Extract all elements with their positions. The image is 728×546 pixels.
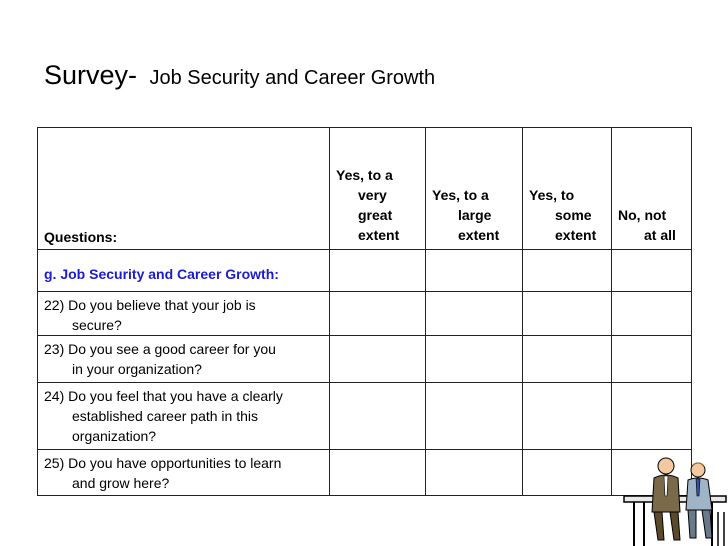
table-row [38, 336, 692, 383]
answer-cell[interactable] [426, 383, 523, 450]
header-row [38, 128, 692, 250]
question-cell [38, 450, 330, 496]
answer-cell[interactable] [330, 336, 426, 383]
answer-cell[interactable] [330, 450, 426, 496]
option-line: Yes, to a [336, 167, 393, 183]
question-line: and grow here? [72, 475, 170, 491]
question-line: 23) Do you see a good career for you [44, 341, 276, 357]
answer-cell[interactable] [612, 383, 692, 450]
question-cell [38, 292, 330, 336]
question-line: secure? [72, 317, 122, 333]
answer-cell[interactable] [426, 292, 523, 336]
title-main: Survey- [44, 60, 138, 90]
option-line: No, not [618, 207, 667, 223]
question-line: established career path in this [72, 408, 258, 424]
survey-table [37, 127, 692, 496]
option-header-large [426, 128, 523, 250]
page-title [44, 60, 435, 91]
question-cell [38, 336, 330, 383]
question-line: in your organization? [72, 361, 202, 377]
answer-cell[interactable] [426, 250, 523, 292]
questions-header: Questions: [38, 128, 330, 250]
answer-cell[interactable] [426, 336, 523, 383]
question-line: 25) Do you have opportunities to learn [44, 455, 282, 471]
question-line: 24) Do you feel that you have a clearly [44, 388, 283, 404]
option-line: extent [555, 227, 597, 243]
option-line: Yes, to [529, 187, 575, 203]
two-people-at-table-icon [622, 452, 728, 546]
answer-cell[interactable] [523, 292, 612, 336]
question-line: 22) Do you believe that your job is [44, 297, 256, 313]
option-line: very [358, 187, 387, 203]
answer-cell[interactable] [330, 383, 426, 450]
option-header-some [523, 128, 612, 250]
option-line: some [555, 207, 592, 223]
section-row [38, 250, 692, 292]
answer-cell[interactable] [426, 450, 523, 496]
answer-cell[interactable] [523, 250, 612, 292]
option-line: extent [458, 227, 500, 243]
option-line: great [358, 207, 393, 223]
option-line: Yes, to a [432, 187, 489, 203]
question-line: organization? [72, 428, 157, 444]
title-sub: Job Security and Career Growth [149, 67, 436, 89]
table-row [38, 450, 692, 496]
table-row [38, 383, 692, 450]
answer-cell[interactable] [523, 336, 612, 383]
table-row [38, 292, 692, 336]
question-cell [38, 383, 330, 450]
option-header-very-great [330, 128, 426, 250]
section-label: g. Job Security and Career Growth: [38, 250, 330, 292]
answer-cell[interactable] [612, 336, 692, 383]
answer-cell[interactable] [523, 383, 612, 450]
answer-cell[interactable] [612, 250, 692, 292]
answer-cell[interactable] [330, 292, 426, 336]
option-line: at all [644, 227, 676, 243]
answer-cell[interactable] [612, 292, 692, 336]
answer-cell[interactable] [330, 250, 426, 292]
option-line: large [458, 207, 492, 223]
answer-cell[interactable] [523, 450, 612, 496]
option-line: extent [358, 227, 400, 243]
option-header-not-at-all [612, 128, 692, 250]
